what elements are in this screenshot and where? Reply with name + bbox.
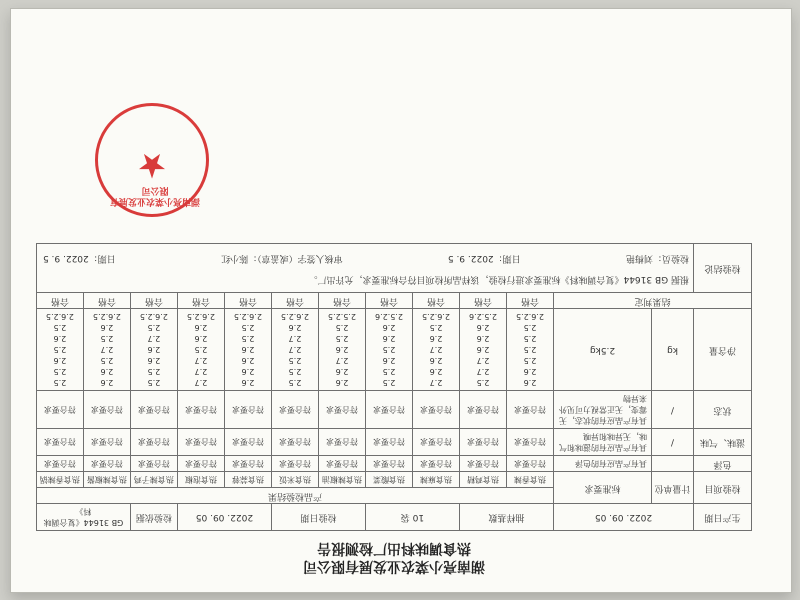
net-values-cell: 2.5 2.5 2.5 2.7 2.7 2.6 2.6.2.5 [271, 309, 318, 391]
result-cell: 符合要求 [271, 456, 318, 472]
result-cell: 符合要求 [365, 391, 412, 429]
product-name: 热食香辣锅 [36, 472, 83, 488]
unit-col-header: 计量单位 [652, 472, 694, 504]
net-content-row [36, 309, 751, 391]
result-cell: 符合要求 [177, 456, 224, 472]
conclusion-row [36, 244, 751, 293]
result-cell: 符合要求 [412, 429, 459, 456]
item-unit: / [652, 391, 694, 429]
verdict-cell: 合格 [177, 293, 224, 309]
conclusion-text: 根据 GB 31644《复合调味料》标准要求进行检验，该样品所检项目符合标准要求，允许出厂。 [308, 274, 689, 284]
item-unit [652, 456, 694, 472]
inspection-report [36, 243, 752, 575]
result-cell: 符合要求 [36, 429, 83, 456]
verdict-cell: 合格 [318, 293, 365, 309]
seal-text: 湖南亮小菜农业发展有限公司 [109, 185, 200, 206]
inspection-date-value: 2022. 09. 05 [177, 504, 271, 531]
item-name: 滋味、气味 [694, 429, 752, 456]
product-name: 热食辣子鸡 [130, 472, 177, 488]
verdict-label: 结果判定 [553, 293, 751, 309]
result-cell: 符合要求 [459, 456, 506, 472]
conclusion-body [36, 244, 693, 293]
product-name: 热食鸡精 [459, 472, 506, 488]
product-name: 热食蒜蓉 [224, 472, 271, 488]
result-cell: 符合要求 [271, 391, 318, 429]
verdict-cell: 合格 [83, 293, 130, 309]
net-values-cell: 2.6 2.6 2.6 2.6 2.5 2.5 2.6.2.5 [224, 309, 271, 391]
product-name: 热食香辣 [506, 472, 553, 488]
rotated-document [10, 8, 792, 593]
net-values-cell: 2.5 2.5 2.6 2.5 2.6 2.5 2.6.2.5 [36, 309, 83, 391]
result-cell: 符合要求 [506, 391, 553, 429]
star-icon: ★ [136, 145, 168, 185]
result-cell: 符合要求 [83, 429, 130, 456]
result-cell: 符合要求 [130, 429, 177, 456]
result-cell: 符合要求 [36, 456, 83, 472]
report-title: 热食调味料出厂检测报告 [317, 540, 471, 556]
net-values-cell: 2.6 2.6 2.7 2.6 2.5 2.5 2.5.2.5 [318, 309, 365, 391]
report-table [36, 243, 752, 531]
approver-date: 日期：2022. 9. 5 [42, 253, 116, 263]
result-cell: 符合要求 [506, 429, 553, 456]
net-values-cell: 2.5 2.7 2.7 2.6 2.6 2.6 2.5.2.6 [459, 309, 506, 391]
approver: 审核人签字（或盖章）：陈小红 [221, 253, 343, 263]
company-seal [95, 103, 209, 217]
net-values-cell: 2.6 2.6 2.5 2.7 2.5 2.6 2.6.2.5 [83, 309, 130, 391]
item-col-header: 检验项目 [694, 472, 752, 504]
table-row [36, 391, 751, 429]
result-cell: 符合要求 [36, 391, 83, 429]
inspector: 检验员：刘梅艳 [625, 253, 689, 263]
item-name: 状态 [694, 391, 752, 429]
product-name: 热食麻辣 [412, 472, 459, 488]
net-values-cell: 2.7 2.6 2.6 2.7 2.6 2.5 2.6.2.5 [412, 309, 459, 391]
verdict-cell: 合格 [130, 293, 177, 309]
result-cell: 符合要求 [365, 456, 412, 472]
result-cell: 符合要求 [224, 429, 271, 456]
production-date-value: 2022. 09. 05 [553, 504, 693, 531]
header-row [36, 504, 751, 531]
verdict-cell: 合格 [459, 293, 506, 309]
net-values-cell: 2.6 2.6 2.5 2.5 2.5 2.5 2.6.2.5 [506, 309, 553, 391]
conclusion-label: 检验结论 [694, 244, 752, 293]
verdict-cell: 合格 [224, 293, 271, 309]
item-unit: / [652, 429, 694, 456]
net-content-requirement: 2.5kg [553, 309, 651, 391]
verdict-row [36, 293, 751, 309]
net-content-unit: kg [652, 309, 694, 391]
result-cell: 符合要求 [177, 429, 224, 456]
result-cell: 符合要求 [177, 391, 224, 429]
result-cell: 符合要求 [412, 391, 459, 429]
verdict-cell: 合格 [506, 293, 553, 309]
item-requirement: 具有产品应有的滋味和气味，无异味和异嗅 [553, 429, 651, 456]
requirement-col-header: 标准要求 [553, 472, 651, 504]
result-cell: 符合要求 [83, 456, 130, 472]
report-company-title: 湖南亮小菜农业发展有限公司 [303, 558, 485, 574]
basis-value: GB 31644《复合调味料》 [36, 504, 130, 531]
result-cell: 符合要求 [83, 391, 130, 429]
sample-qty-value: 10 袋 [365, 504, 459, 531]
product-name: 热食辣椒油 [318, 472, 365, 488]
product-name: 热食辣椒酱 [83, 472, 130, 488]
net-content-label: 净含量 [694, 309, 752, 391]
net-values-cell: 2.5 2.5 2.6 2.5 2.6 2.6 2.5.2.6 [365, 309, 412, 391]
table-row [36, 429, 751, 456]
item-name: 色泽 [694, 456, 752, 472]
result-cell: 符合要求 [271, 429, 318, 456]
item-requirement: 具有产品应有的状态，无霉变，无正常视力可见外来异物 [553, 391, 651, 429]
result-cell: 符合要求 [318, 456, 365, 472]
result-cell: 符合要求 [318, 429, 365, 456]
product-name: 热食米饭 [271, 472, 318, 488]
result-cell: 符合要求 [506, 456, 553, 472]
verdict-cell: 合格 [365, 293, 412, 309]
result-cell: 符合要求 [412, 456, 459, 472]
result-cell: 符合要求 [224, 456, 271, 472]
inspector-date: 日期：2022. 9. 5 [447, 253, 521, 263]
paper-sheet [10, 8, 792, 593]
sample-qty-label: 抽样基数 [459, 504, 553, 531]
verdict-cell: 合格 [271, 293, 318, 309]
result-cell: 符合要求 [459, 429, 506, 456]
product-name: 热食泡椒 [177, 472, 224, 488]
result-cell: 符合要求 [130, 456, 177, 472]
signature-line [43, 252, 689, 263]
result-cell: 符合要求 [130, 391, 177, 429]
product-name: 热食酸菜 [365, 472, 412, 488]
result-cell: 符合要求 [459, 391, 506, 429]
net-values-cell: 2.5 2.5 2.6 2.6 2.7 2.5 2.6.2.5 [130, 309, 177, 391]
inspection-date-label: 检验日期 [271, 504, 365, 531]
production-date-label: 生产日期 [694, 504, 752, 531]
result-cell: 符合要求 [318, 391, 365, 429]
item-requirement: 具有产品应有的色泽 [553, 456, 651, 472]
product-results-header: 产品检验结果 [36, 488, 553, 504]
result-cell: 符合要求 [224, 391, 271, 429]
table-row [36, 456, 751, 472]
verdict-cell: 合格 [412, 293, 459, 309]
net-values-cell: 2.7 2.7 2.7 2.5 2.6 2.6 2.6.2.5 [177, 309, 224, 391]
product-header-row [36, 488, 751, 504]
result-cell: 符合要求 [365, 429, 412, 456]
verdict-cell: 合格 [36, 293, 83, 309]
basis-label: 检验依据 [130, 504, 177, 531]
